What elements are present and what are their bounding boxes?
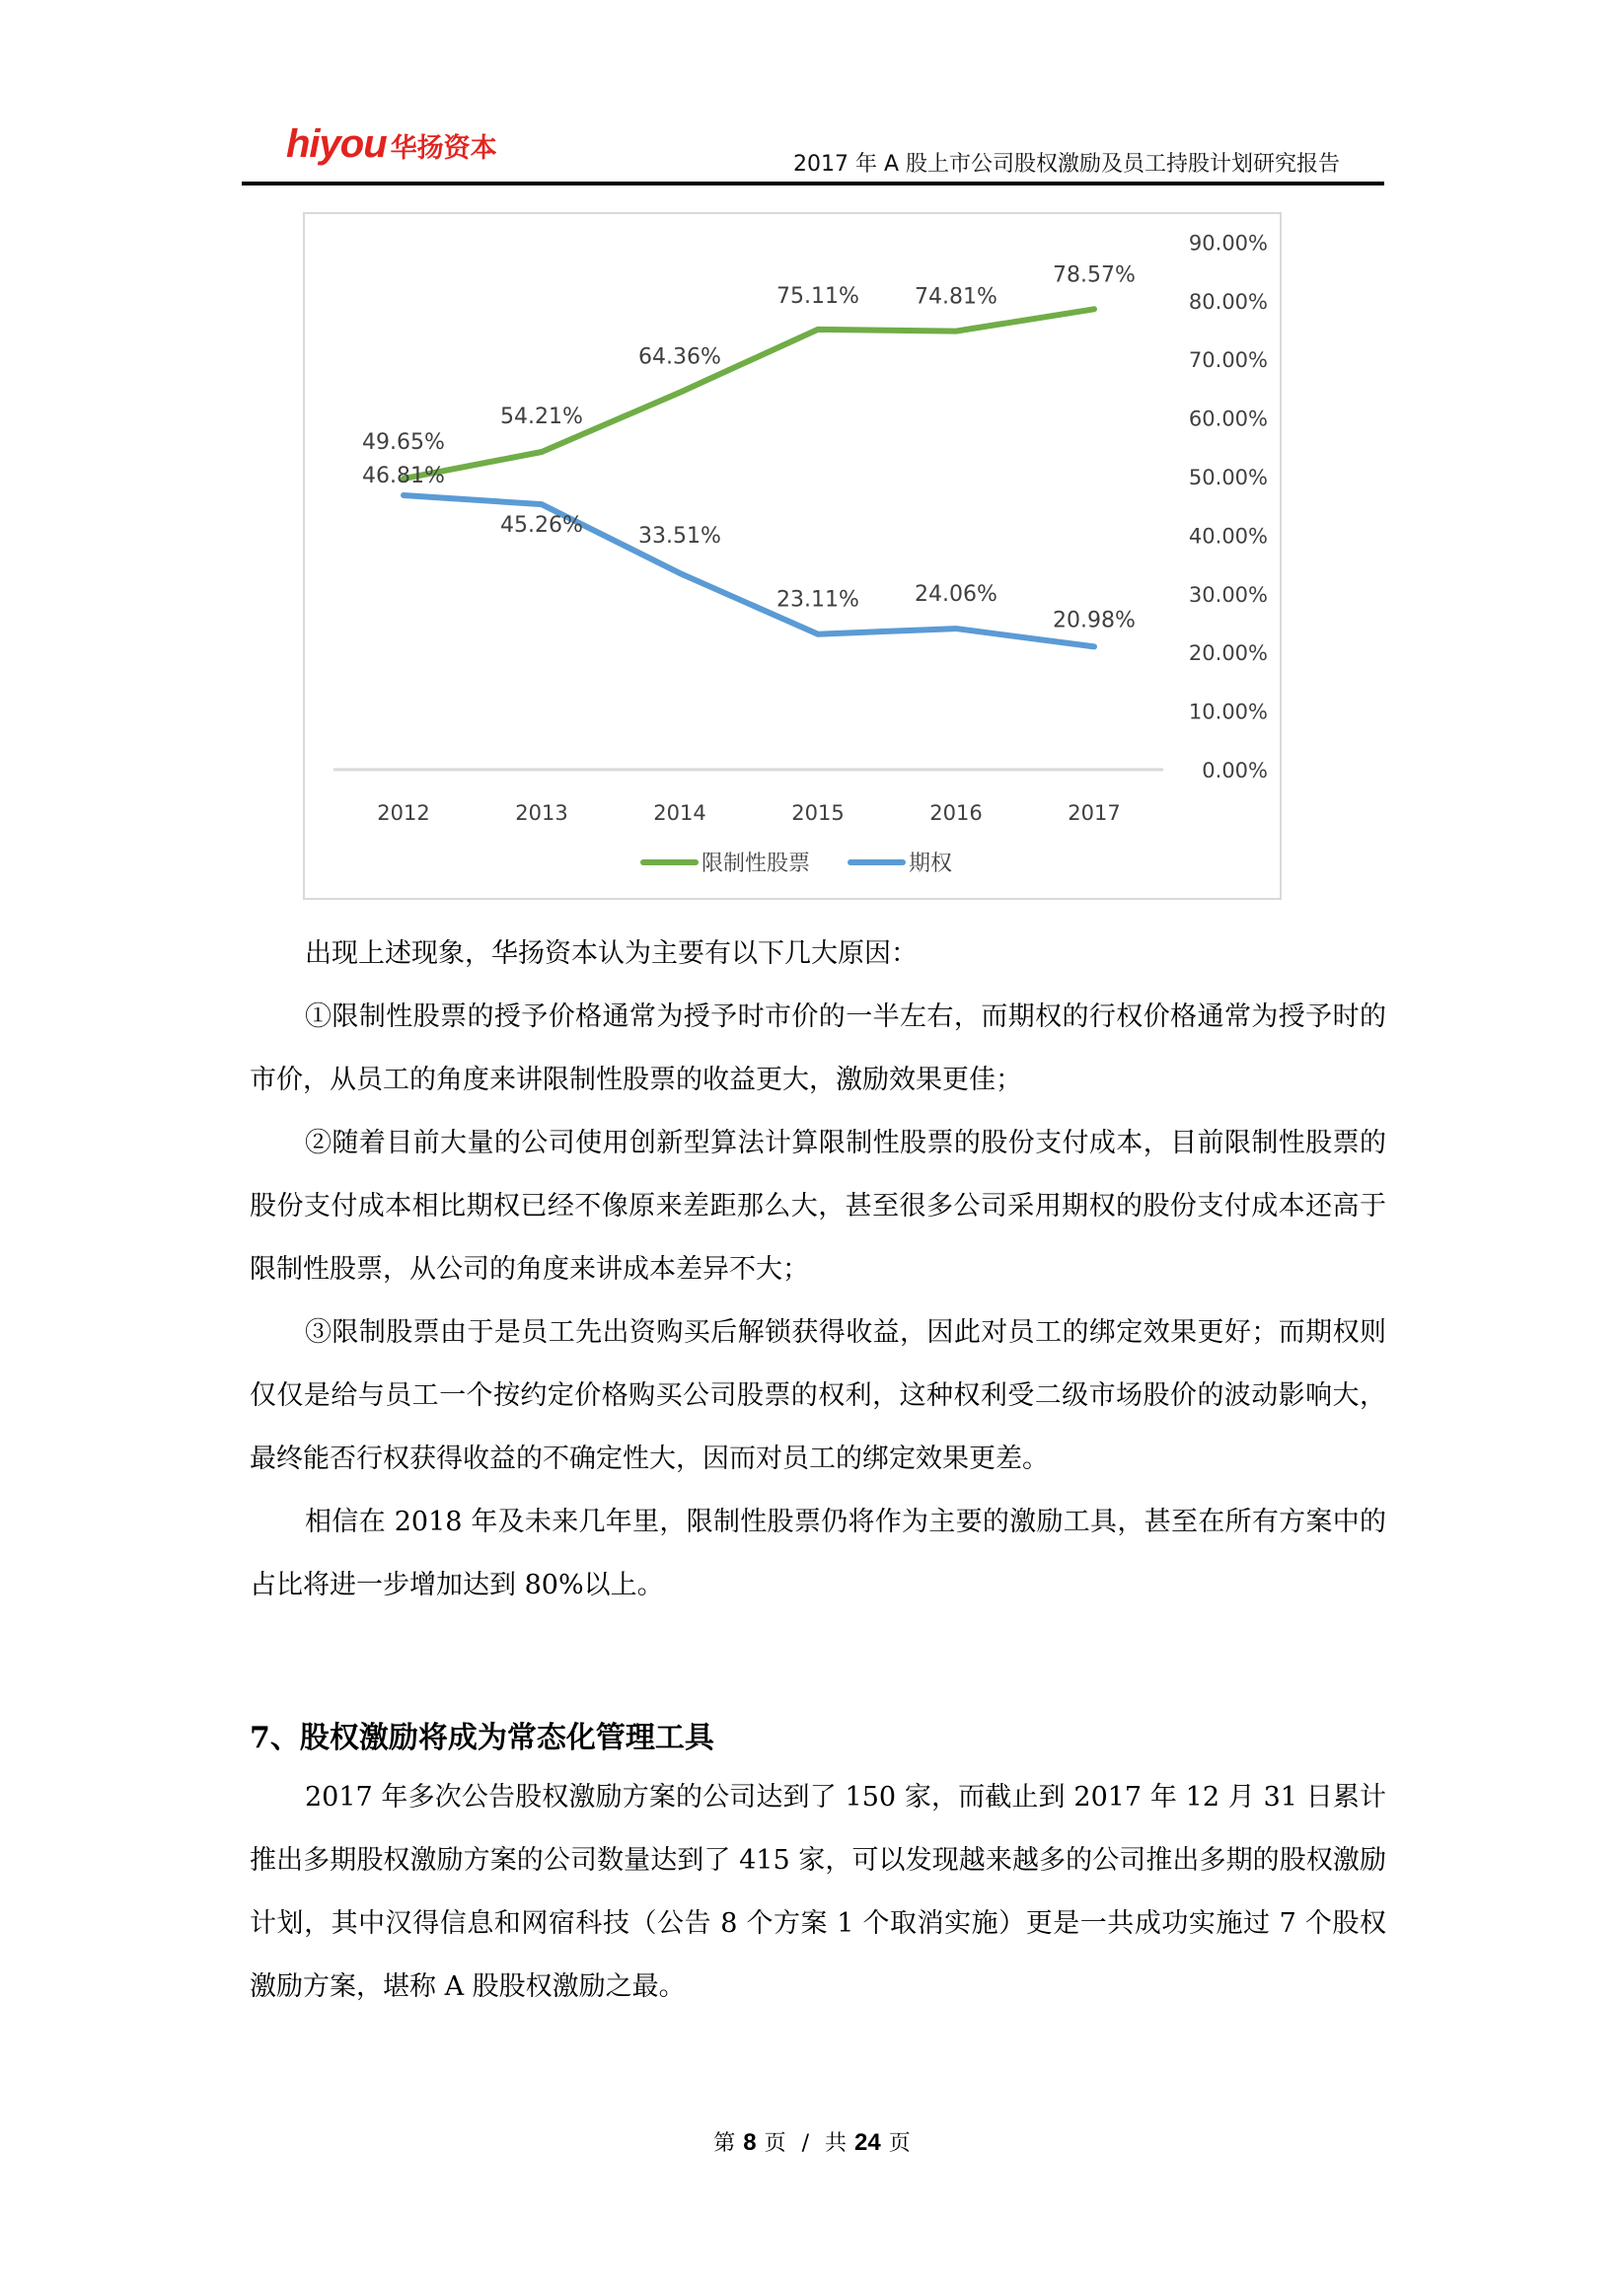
legend-label-restricted-stock: 限制性股票 [701, 852, 811, 876]
total-prefix: 共 [825, 2131, 848, 2156]
data-label: 23.11% [776, 587, 859, 613]
chart-canvas [305, 214, 1284, 902]
y-tick-label: 80.00% [1188, 289, 1268, 314]
intro-paragraph: 出现上述现象，华扬资本认为主要有以下几大原因： [305, 938, 918, 969]
page-prefix: 第 [713, 2131, 736, 2156]
x-tick-label: 2012 [377, 801, 430, 825]
y-tick-label: 70.00% [1188, 348, 1268, 373]
legend-label-options: 期权 [909, 852, 953, 876]
current-page-number: 8 [743, 2129, 757, 2156]
data-label: 20.98% [1053, 608, 1136, 633]
section-heading: 7、股权激励将成为常态化管理工具 [250, 1721, 714, 1755]
y-tick-label: 20.00% [1188, 641, 1268, 666]
x-tick-label: 2015 [791, 801, 845, 825]
section-7-paragraph: 2017 年多次公告股权激励方案的公司达到了 150 家，而截止到 2017 年 12 月 31 日累计推出多期股权激励方案的公司数量达到了 415 家，可以发现越来越多的公司推出多期的股权激励计划，其中汉得信息和网宿科技（公告 8 个方案 1 个取消实施）更是一共成功实施过 7 个股权激励方案，堪称 A 股股权激励之最。 [250, 1782, 1386, 2002]
page-unit: 页 [764, 2131, 786, 2156]
reason-2-paragraph: ②随着目前大量的公司使用创新型算法计算限制性股票的股份支付成本，目前限制性股票的股份支付成本相比期权已经不像原来差距那么大，甚至很多公司采用期权的股份支付成本还高于限制性股票，从公司的角度来讲成本差异不大； [250, 1128, 1386, 1285]
data-label: 49.65% [362, 430, 445, 456]
page-separator: / [801, 2131, 810, 2156]
total-unit: 页 [888, 2131, 911, 2156]
reason-3-paragraph: ③限制股票由于是员工先出资购买后解锁获得收益，因此对员工的绑定效果更好；而期权则仅仅是给与员工一个按约定价格购买公司股票的权利，这种权利受二级市场股价的波动影响大，最终能否行权获得收益的不确定性大，因而对员工的绑定效果更差。 [250, 1317, 1386, 1474]
y-tick-label: 40.00% [1188, 524, 1268, 549]
report-title: 2017 年 A 股上市公司股权激励及员工持股计划研究报告 [792, 152, 1340, 177]
y-tick-label: 0.00% [1202, 759, 1268, 782]
reason-1-paragraph: ①限制性股票的授予价格通常为授予时市价的一半左右，而期权的行权价格通常为授予时的市价，从员工的角度来讲限制性股票的收益更大，激励效果更佳； [250, 1001, 1386, 1095]
logo-chinese-name: 华扬资本 [390, 133, 497, 164]
data-label: 24.06% [915, 582, 997, 608]
data-label: 64.36% [638, 344, 721, 370]
logo-wordmark: hiyou [286, 122, 387, 166]
company-logo [286, 124, 497, 164]
line-chart [303, 212, 1282, 900]
outlook-paragraph: 相信在 2018 年及未来几年里，限制性股票仍将作为主要的激励工具，甚至在所有方案中的占比将进一步增加达到 80%以上。 [250, 1507, 1386, 1600]
x-tick-label: 2013 [515, 801, 568, 825]
total-pages-number: 24 [854, 2129, 881, 2156]
y-tick-label: 90.00% [1188, 231, 1268, 256]
header-divider [242, 182, 1384, 185]
y-tick-label: 10.00% [1188, 700, 1268, 724]
y-tick-label: 50.00% [1188, 466, 1268, 489]
data-label: 75.11% [776, 283, 859, 309]
data-label: 45.26% [500, 513, 583, 539]
page-footer [0, 2127, 1624, 2160]
data-label: 78.57% [1053, 262, 1136, 288]
analysis-section [250, 923, 1386, 1617]
data-label: 33.51% [638, 523, 721, 549]
x-tick-label: 2017 [1068, 801, 1121, 825]
x-tick-label: 2016 [929, 801, 983, 825]
y-tick-label: 30.00% [1188, 582, 1268, 607]
data-label: 46.81% [362, 463, 445, 488]
series-line-restricted-stock [404, 309, 1094, 479]
y-tick-label: 60.00% [1188, 407, 1268, 431]
data-label: 54.21% [500, 404, 583, 429]
section-7-body [250, 1766, 1386, 2019]
x-tick-label: 2014 [653, 801, 706, 825]
data-label: 74.81% [915, 284, 997, 310]
